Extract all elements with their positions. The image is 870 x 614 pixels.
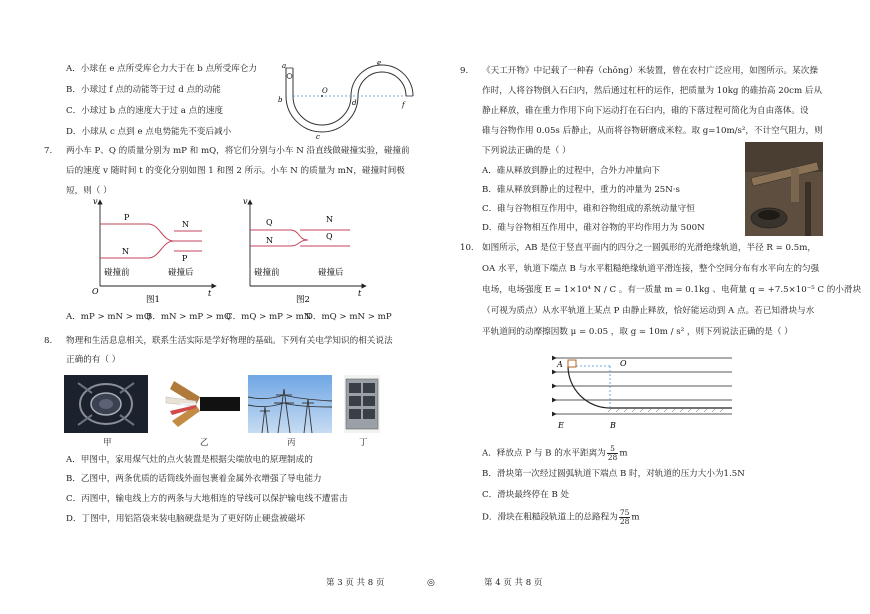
svg-text:Q: Q [326,232,333,241]
q10-number: 10. [460,243,474,253]
label-o: O [620,359,627,368]
q7-option-d: D．mQ > mN > mP [306,312,392,322]
svg-text:P: P [182,254,188,263]
q8-option-d: D．丁图中，用铝箔袋来装电脑硬盘是为了更好防止硬盘被磁坏 [66,514,305,524]
q7-stem-line-2: 后的速度 v 随时间 t 的变化分别如图 1 和图 2 所示。小车 N 的质量为 mN，碰撞时间极 [66,166,405,176]
q7-option-c: C．mQ > mP > mN [226,312,312,322]
q7-stem-line-1: 两小车 P、Q 的质量分别为 mP 和 mQ，将它们分别与小车 N 沿直线做碰撞实验，碰撞前 [66,146,410,156]
q9-stem-line-5: 下列说法正确的是（ ） [482,146,571,156]
q9-option-c: C．碓与谷物相互作用中，碓和谷物组成的系统动量守恒 [482,204,695,214]
q6-option-d: D．小球从 c 点到 e 点电势能先不变后减小 [66,127,232,137]
q9-stem-line-3: 静止释放，碓在重力作用下向下运动打在石臼内，碓的下落过程可简化为自由落体。设 [482,106,809,116]
power-line-photo [248,375,332,433]
q7-figure-2 [240,196,370,306]
svg-text:N: N [266,236,273,245]
svg-text:碰撞前: 碰撞前 [104,268,130,278]
label-e: E [558,421,564,430]
axis-t-label: t [208,289,212,298]
q8-option-a: A．甲图中，家用煤气灶的点火装置是根据尖端放电的原理制成的 [66,455,313,465]
q10-option-a: A．释放点 P 与 B 的水平距离为 $\frac{5}{28}$ m [482,444,628,462]
q9-number: 9. [460,66,469,76]
q8-option-c: C．丙图中，输电线上方的两条与大地相连的导线可以保护输电线不遭雷击 [66,494,348,504]
q10-option-c: C．滑块最终停在 B 处 [482,490,570,500]
q6-option-a: A．小球在 e 点所受库仑力大于在 b 点所受库仑力 [66,64,258,74]
q7-option-a: A．mP > mN > mQ [66,312,151,322]
label-a: A [557,360,563,369]
svg-text:碰撞后: 碰撞后 [168,268,194,278]
q10-stem-line-3: 电场，电场强度 E = 1×10⁴ N / C 。有一质量 m = 0.1kg 、电荷量 q = +7.5×10⁻⁵ C 的小滑块 [482,285,862,295]
q9-option-b: B．碓从释放到静止的过程中，重力的冲量为 25N·s [482,185,680,195]
q7-figure-1 [90,196,220,306]
label-b: b [278,96,283,104]
slider-block-icon [568,360,576,367]
q10-option-d: D．滑块在粗糙段轨道上的总路程为 $\frac{75}{28}$ m [482,508,640,526]
label-b: B [610,421,616,430]
gas-stove-photo [64,375,148,433]
origin-label: O [92,287,99,296]
label-d: d [352,99,357,107]
q7-number: 7. [44,146,53,156]
svg-text:N: N [122,247,129,256]
q7-option-b: B．mN > mP > mQ [146,312,232,322]
q7-stem-line-3: 短，则（ ） [66,186,112,196]
photo-caption-yi: 乙 [200,438,209,448]
q6-tube-figure [276,56,416,140]
q9-stem-line-4: 碓与谷物作用 0.05s 后静止，从而将谷物研磨成米粒。取 g=10m/s²，不计空气阻力，则 [482,126,823,136]
q8-number: 8. [44,336,53,346]
foil-bag-photo [344,375,380,433]
q9-stem-line-2: 作时，人将谷物倒入石臼内，然后通过杠杆的运作，把质量为 10kg 的碓抬高 20cm 后从 [482,86,823,96]
axis-v-label: v [93,197,98,206]
q10-stem-line-4: （可视为质点）从水平轨道上某点 P 由静止释放，恰好能运动到 A 点。若已知滑块与水 [482,306,815,316]
fig2-caption: 图2 [296,295,310,305]
label-e: e [377,59,382,67]
right-page-footer: 第 4 页 共 8 页 [484,578,543,588]
photo-caption-ding: 丁 [359,438,368,448]
q10-stem-line-2: OA 水平，轨道下端点 B 与水平粗糙绝缘轨道平滑连接，整个空间分布有水平向左的匀强 [482,264,820,274]
fig1-caption: 图1 [146,295,160,305]
q10-stem-line-5: 平轨道间的动摩擦因数 μ = 0.05 ，取 g = 10m / s² ，则下列说法正确的是（ ） [482,327,793,337]
label-f: f [402,101,405,109]
q10-option-b: B．滑块第一次经过圆弧轨道下端点 B 时，对轨道的压力大小为1.5N [482,469,745,479]
q10-stem-line-1: 如图所示，AB 是位于竖直平面内的四分之一圆弧形的光滑绝缘轨道，半径 R = 0.5m， [482,243,816,253]
svg-text:v: v [243,197,248,206]
microphone-cable-photo [160,375,242,433]
label-c: c [316,133,320,140]
rice-pounder-photo [745,142,823,236]
q6-option-b: B．小球过 f 点的动能等于过 d 点的动能 [66,85,221,95]
svg-text:P: P [124,213,130,222]
binding-mark-icon: ◎ [427,578,435,588]
svg-text:碰撞前: 碰撞前 [254,268,280,278]
q10-track-figure [550,352,740,430]
svg-text:N: N [326,215,333,224]
q8-stem-line-2: 正确的有（ ） [66,355,121,365]
q9-stem-line-1: 《天工开物》中记载了一种舂（chōng）米装置，曾在农村广泛应用，如图所示。某次操 [482,66,818,76]
q8-option-b: B．乙图中，两条优质的话筒线外面包裹着金属外衣增强了导电能力 [66,474,322,484]
svg-text:Q: Q [266,218,273,227]
svg-text:碰撞后: 碰撞后 [318,268,344,278]
svg-text:N: N [182,220,189,229]
photo-caption-bing: 丙 [287,438,296,448]
q9-option-a: A．碓从释放到静止的过程中，合外力冲量向下 [482,166,661,176]
q6-option-c: C．小球过 b 点的速度大于过 a 点的速度 [66,106,224,116]
ball-icon [287,74,292,79]
label-o: O [322,87,328,95]
left-page-footer: 第 3 页 共 8 页 [326,578,385,588]
svg-text:t: t [358,289,362,298]
photo-caption-jia: 甲 [103,438,112,448]
label-a: a [282,62,287,70]
q9-option-d: D．碓与谷物相互作用中，碓对谷物的平均作用力为 500N [482,223,705,233]
q8-stem-line-1: 物理和生活息息相关，联系生活实际是学好物理的基础。下列有关电学知识的相关说法 [66,336,393,346]
